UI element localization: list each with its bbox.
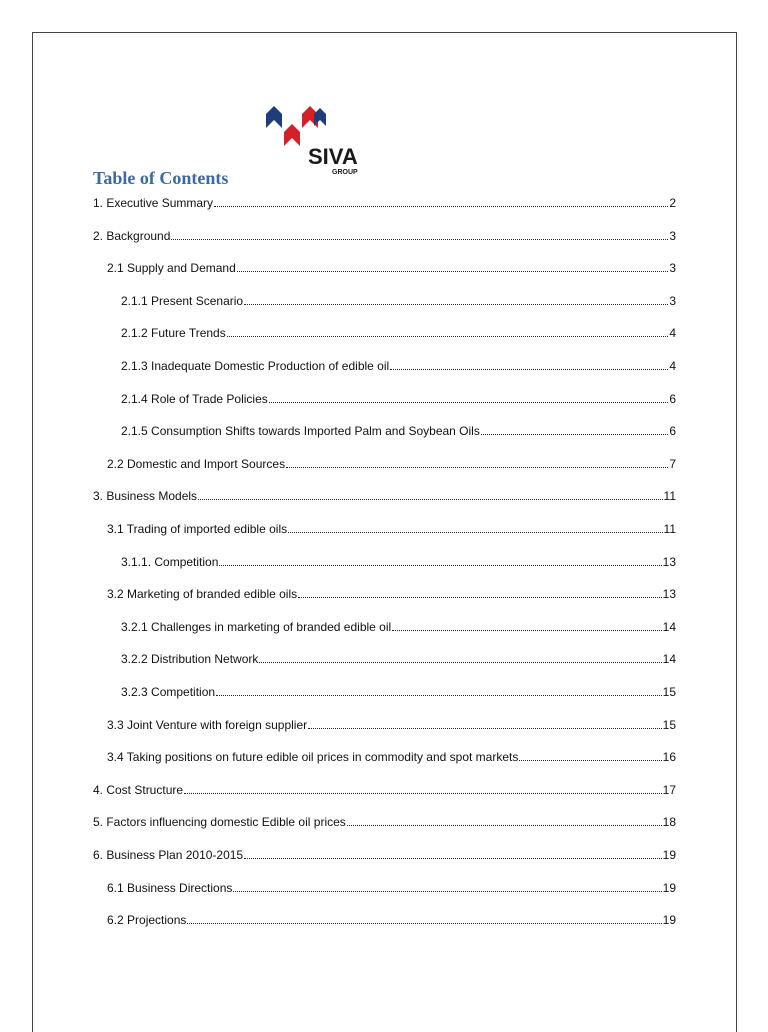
toc-leader-dots <box>259 652 661 663</box>
toc-leader-dots <box>519 750 661 761</box>
toc-leader-dots <box>216 685 662 696</box>
toc-leader-dots <box>198 489 662 500</box>
toc-entry-page-number: 19 <box>662 913 676 927</box>
toc-entry[interactable] <box>121 392 676 406</box>
toc-entry-label: 6. Business Plan 2010-2015 <box>93 848 244 862</box>
toc-entry[interactable] <box>107 750 676 764</box>
toc-entry[interactable] <box>121 424 676 438</box>
toc-entry[interactable] <box>107 522 676 536</box>
toc-entry[interactable] <box>93 848 676 862</box>
toc-entry-page-number: 11 <box>663 522 676 536</box>
toc-entry-page-number: 19 <box>662 848 676 862</box>
toc-entry-page-number: 13 <box>662 587 676 601</box>
toc-entry-label: 2.1 Supply and Demand <box>107 261 236 275</box>
toc-entry-page-number: 3 <box>669 294 676 308</box>
toc-entry-label: 3.2.2 Distribution Network <box>121 652 259 666</box>
toc-entry-page-number: 14 <box>662 652 676 666</box>
toc-leader-dots <box>171 229 668 240</box>
toc-leader-dots <box>219 555 661 566</box>
toc-entry-label: 2.2 Domestic and Import Sources <box>107 457 286 471</box>
toc-entry-label: 2. Background <box>93 229 171 243</box>
toc-leader-dots <box>227 326 669 337</box>
toc-entry[interactable] <box>107 718 676 732</box>
toc-title: Table of Contents <box>93 168 229 188</box>
toc-entry-label: 6.2 Projections <box>107 913 187 927</box>
toc-entry-page-number: 6 <box>669 424 676 438</box>
toc-entry-label: 3.3 Joint Venture with foreign supplier <box>107 718 308 732</box>
toc-leader-dots <box>214 196 668 207</box>
toc-leader-dots <box>237 261 669 272</box>
toc-entry-label: 3.1 Trading of imported edible oils <box>107 522 288 536</box>
toc-entry-page-number: 11 <box>663 489 676 503</box>
toc-entry[interactable] <box>93 229 676 243</box>
toc-entry-label: 5. Factors influencing domestic Edible oil prices <box>93 815 346 829</box>
toc-leader-dots <box>244 848 662 859</box>
toc-entry-page-number: 3 <box>669 261 676 275</box>
toc-leader-dots <box>347 815 662 826</box>
toc-entry[interactable] <box>107 261 676 275</box>
toc-leader-dots <box>233 881 661 892</box>
toc-entry-label: 2.1.5 Consumption Shifts towards Imported Palm and Soybean Oils <box>121 424 480 438</box>
toc-entry-label: 1. Executive Summary <box>93 196 214 210</box>
toc-leader-dots <box>286 457 668 468</box>
toc-entry[interactable] <box>107 881 676 895</box>
toc-entry[interactable] <box>121 294 676 308</box>
toc-entry[interactable] <box>121 326 676 340</box>
toc-entry-page-number: 17 <box>662 783 676 797</box>
toc-entry-label: 4. Cost Structure <box>93 783 184 797</box>
toc-entry[interactable] <box>121 555 676 569</box>
toc-entry-label: 3.1.1. Competition <box>121 555 219 569</box>
toc-leader-dots <box>184 783 662 794</box>
toc-leader-dots <box>244 294 668 305</box>
toc-leader-dots <box>187 913 661 924</box>
toc-entry-label: 3.2.3 Competition <box>121 685 216 699</box>
toc-entry[interactable] <box>121 652 676 666</box>
toc-entry-page-number: 4 <box>669 359 676 373</box>
toc-leader-dots <box>269 392 669 403</box>
toc-entry-page-number: 19 <box>662 881 676 895</box>
toc-entry-page-number: 16 <box>662 750 676 764</box>
logo-text: SIVA <box>308 144 358 169</box>
toc-entry-page-number: 6 <box>669 392 676 406</box>
toc-entry[interactable] <box>93 783 676 797</box>
toc-leader-dots <box>288 522 662 533</box>
toc-entry-label: 2.1.4 Role of Trade Policies <box>121 392 268 406</box>
toc-entry-label: 3.2.1 Challenges in marketing of branded edible oil <box>121 620 392 634</box>
toc-entry-page-number: 13 <box>662 555 676 569</box>
toc-entry-page-number: 15 <box>662 685 676 699</box>
toc-entry-page-number: 15 <box>662 718 676 732</box>
toc-entry[interactable] <box>121 620 676 634</box>
toc-entry[interactable] <box>107 913 676 927</box>
toc-entry-label: 3. Business Models <box>93 489 198 503</box>
toc-entry-page-number: 18 <box>662 815 676 829</box>
toc-entry-label: 2.1.2 Future Trends <box>121 326 226 340</box>
toc-entry[interactable] <box>93 196 676 210</box>
toc-entry-page-number: 4 <box>669 326 676 340</box>
toc-leader-dots <box>481 424 668 435</box>
toc-entry[interactable] <box>121 359 676 373</box>
toc-entry[interactable] <box>93 815 676 829</box>
toc-entry-page-number: 14 <box>662 620 676 634</box>
toc-entry-label: 2.1.3 Inadequate Domestic Production of edible oil <box>121 359 390 373</box>
toc-entry-label: 3.2 Marketing of branded edible oils <box>107 587 298 601</box>
toc-leader-dots <box>392 620 661 631</box>
toc-entry[interactable] <box>121 685 676 699</box>
toc-entry-page-number: 3 <box>669 229 676 243</box>
toc-leader-dots <box>298 587 662 598</box>
toc-entry-page-number: 7 <box>669 457 676 471</box>
toc-entry-label: 6.1 Business Directions <box>107 881 233 895</box>
toc-entry-label: 2.1.1 Present Scenario <box>121 294 244 308</box>
toc-entry[interactable] <box>107 457 676 471</box>
logo-subtext: GROUP <box>332 169 358 176</box>
toc-entry[interactable] <box>107 587 676 601</box>
toc-entry-label: 3.4 Taking positions on future edible oil prices in commodity and spot markets <box>107 750 519 764</box>
toc-entry[interactable] <box>93 489 676 503</box>
toc-leader-dots <box>308 718 662 729</box>
toc-entry-page-number: 2 <box>669 196 676 210</box>
toc-leader-dots <box>390 359 668 370</box>
